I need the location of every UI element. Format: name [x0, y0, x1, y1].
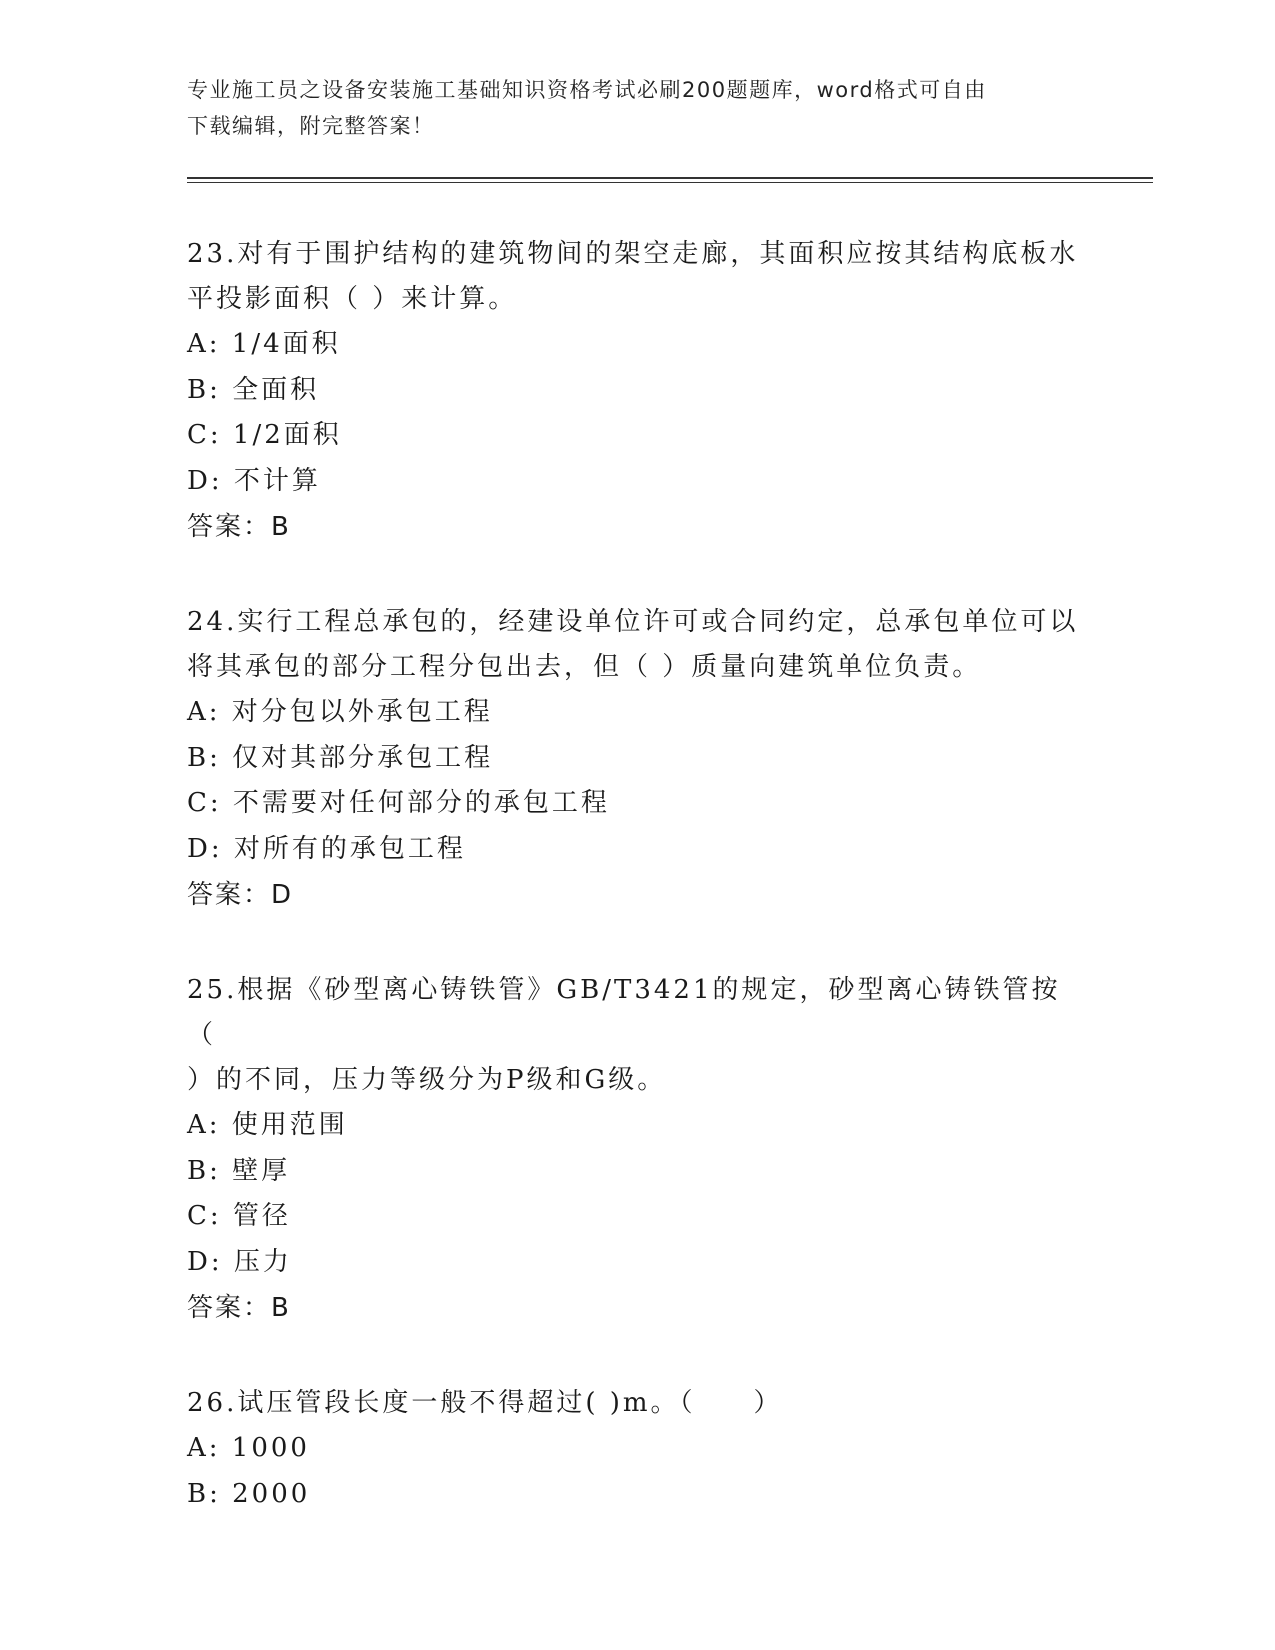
- option-b: B: 壁厚: [187, 1155, 291, 1186]
- option-a: A: 1/4面积: [187, 329, 341, 359]
- question-stem-continued: 将其承包的部分工程分包出去，但（ ）质量向建筑单位负责。: [187, 652, 982, 682]
- option-a: A: 对分包以外承包工程: [187, 697, 493, 727]
- option-d: D: 压力: [187, 1246, 292, 1277]
- question-24: [187, 600, 1087, 918]
- header-divider: [187, 177, 1153, 179]
- question-25: [187, 968, 1087, 1331]
- option-d: D: 对所有的承包工程: [187, 833, 466, 864]
- option-b: B: 仅对其部分承包工程: [187, 742, 494, 773]
- option-a: A: 1000: [187, 1433, 310, 1463]
- answer: 答案：B: [187, 1293, 291, 1323]
- option-a: A: 使用范围: [187, 1110, 348, 1140]
- question-stem: 23.对有于围护结构的建筑物间的架空走廊，其面积应按其结构底板水: [187, 239, 1079, 269]
- option-b: B: 2000: [187, 1478, 311, 1509]
- question-list: [187, 232, 1087, 1567]
- answer: 答案：B: [187, 512, 291, 542]
- question-stem-continued: 平投影面积（ ）来计算。: [187, 284, 518, 314]
- option-c: C: 1/2面积: [187, 420, 342, 450]
- option-d: D: 不计算: [187, 465, 321, 496]
- option-c: C: 不需要对任何部分的承包工程: [187, 788, 610, 818]
- document-header: [187, 72, 1077, 144]
- question-26: [187, 1381, 1087, 1517]
- option-b: B: 全面积: [187, 374, 320, 405]
- answer: 答案：D: [187, 880, 294, 910]
- option-c: C: 管径: [187, 1201, 291, 1231]
- question-23: [187, 232, 1087, 550]
- header-line-1: 专业施工员之设备安装施工基础知识资格考试必刷200题题库，word格式可自由: [187, 78, 987, 102]
- question-stem-continued: ）的不同，压力等级分为P级和G级。: [187, 1065, 667, 1095]
- header-divider-thin: [187, 182, 1153, 183]
- question-stem: 24.实行工程总承包的，经建设单位许可或合同约定，总承包单位可以: [187, 607, 1079, 637]
- question-stem: 26.试压管段长度一般不得超过( )m。（ ）: [187, 1388, 783, 1418]
- question-stem: 25.根据《砂型离心铸铁管》GB/T3421的规定，砂型离心铸铁管按（: [187, 975, 1061, 1050]
- header-line-2: 下载编辑，附完整答案！: [187, 114, 435, 138]
